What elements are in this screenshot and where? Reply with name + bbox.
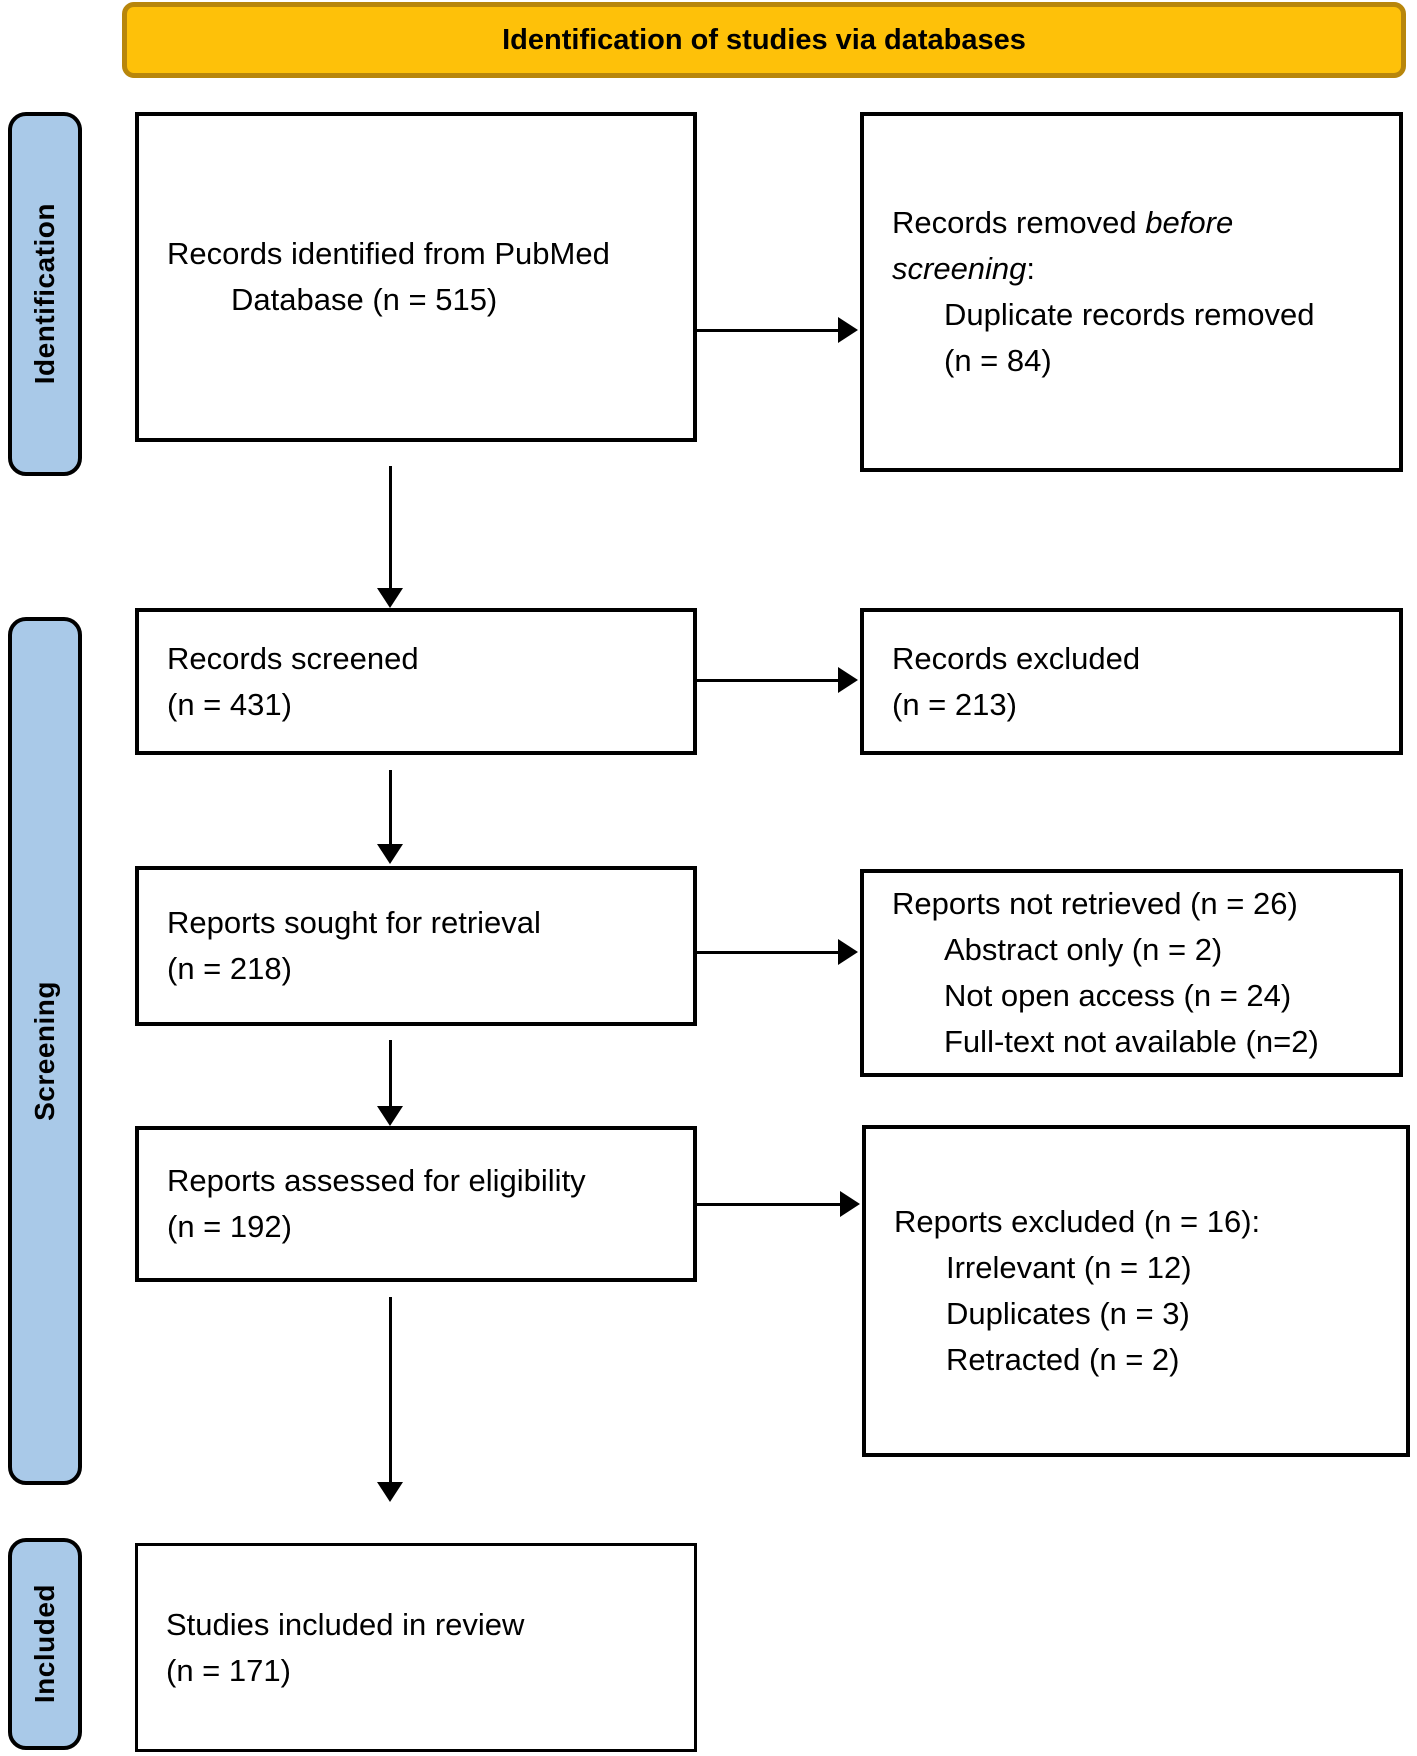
box-reports-sought xyxy=(135,866,697,1026)
box-reports-assessed xyxy=(135,1126,697,1282)
box-records-removed-line3: Duplicate records removed xyxy=(944,297,1315,332)
box-studies-included-line2: (n = 171) xyxy=(166,1652,291,1688)
box-reports-not-retrieved-item: Not open access (n = 24) xyxy=(944,978,1292,1013)
arrow-down-2-head xyxy=(377,844,403,864)
stage-included xyxy=(8,1538,82,1750)
arrow-right-3-head xyxy=(838,939,858,965)
arrow-right-1-stem xyxy=(697,329,838,332)
arrow-down-3-head xyxy=(377,1106,403,1126)
box-records-removed-line4: (n = 84) xyxy=(944,343,1052,378)
banner-title: Identification of studies via databases xyxy=(502,23,1026,56)
banner-identification-via-databases xyxy=(122,2,1406,78)
arrow-right-3-stem xyxy=(697,951,838,954)
box-records-screened-line2: (n = 431) xyxy=(167,686,292,722)
arrow-right-4-stem xyxy=(697,1203,840,1206)
box-records-excluded xyxy=(860,608,1403,755)
box-records-removed xyxy=(860,112,1403,472)
box-reports-excluded-item: Irrelevant (n = 12) xyxy=(946,1250,1192,1285)
box-records-identified xyxy=(135,112,697,442)
box-records-identified-line1: Records identified from PubMed xyxy=(167,236,610,271)
box-records-excluded-line1: Records excluded xyxy=(892,640,1141,676)
box-reports-excluded-item: Duplicates (n = 3) xyxy=(946,1296,1190,1331)
box-reports-not-retrieved xyxy=(860,869,1403,1077)
box-reports-excluded-item: Retracted (n = 2) xyxy=(946,1342,1180,1377)
arrow-down-1-stem xyxy=(389,466,392,592)
stage-identification-label: Identification xyxy=(29,203,60,385)
box-reports-sought-line1: Reports sought for retrieval xyxy=(167,905,541,940)
arrow-down-4-stem xyxy=(389,1297,392,1483)
stage-identification xyxy=(8,112,82,476)
arrow-down-2-stem xyxy=(389,770,392,844)
box-reports-sought-line2: (n = 218) xyxy=(167,951,292,986)
box-records-removed-line2: screening: xyxy=(892,251,1036,286)
box-records-identified-line2: Database (n = 515) xyxy=(231,282,498,317)
box-studies-included-line1: Studies included in review xyxy=(166,1606,525,1642)
arrow-right-1-head xyxy=(838,317,858,343)
box-records-screened xyxy=(135,608,697,755)
stage-screening xyxy=(8,617,82,1485)
box-reports-not-retrieved-line1: Reports not retrieved (n = 26) xyxy=(892,886,1298,921)
box-reports-not-retrieved-item: Full-text not available (n=2) xyxy=(944,1024,1319,1059)
arrow-down-4-head xyxy=(377,1482,403,1502)
box-reports-excluded xyxy=(862,1125,1410,1457)
arrow-down-1-head xyxy=(377,588,403,608)
arrow-right-4-head xyxy=(840,1191,860,1217)
stage-screening-label: Screening xyxy=(29,981,60,1121)
box-records-screened-line1: Records screened xyxy=(167,640,419,676)
box-reports-not-retrieved-item: Abstract only (n = 2) xyxy=(944,932,1223,967)
box-reports-assessed-line2: (n = 192) xyxy=(167,1209,292,1244)
box-reports-excluded-line1: Reports excluded (n = 16): xyxy=(894,1204,1261,1239)
arrow-right-2-head xyxy=(838,667,858,693)
arrow-right-2-stem xyxy=(697,679,838,682)
arrow-down-3-stem xyxy=(389,1040,392,1108)
stage-included-label: Included xyxy=(29,1584,60,1704)
box-reports-assessed-line1: Reports assessed for eligibility xyxy=(167,1163,586,1198)
box-records-excluded-line2: (n = 213) xyxy=(892,686,1017,722)
box-studies-included xyxy=(135,1543,697,1752)
box-records-removed-line1: Records removed before xyxy=(892,205,1234,240)
